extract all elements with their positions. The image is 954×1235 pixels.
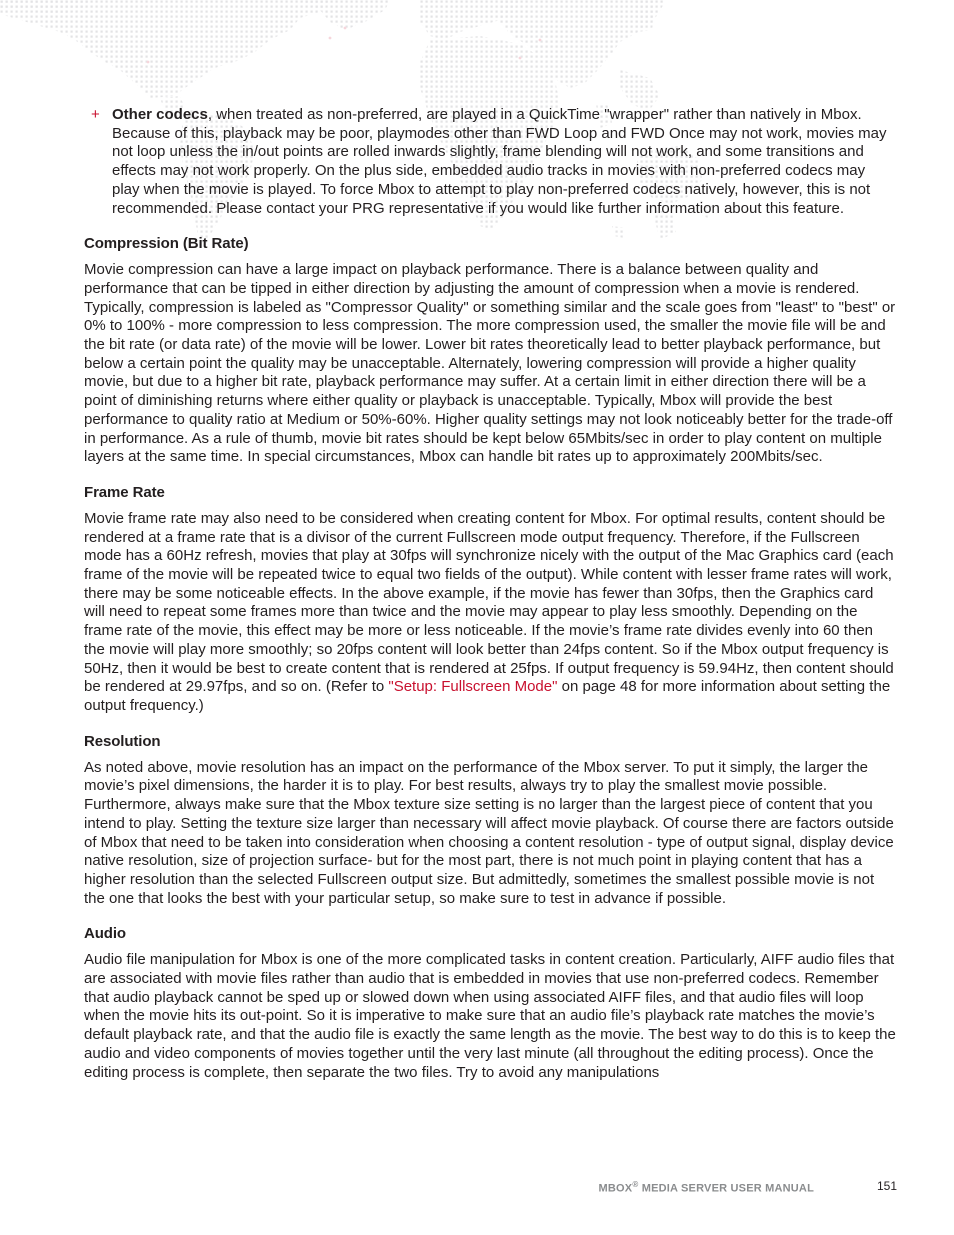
manual-title: MBOX® MEDIA SERVER USER MANUAL (598, 1180, 814, 1195)
plus-bullet-icon: + (91, 106, 100, 123)
section-heading-frame-rate: Frame Rate (84, 483, 165, 501)
bullet-lead-term: Other codecs (112, 106, 208, 123)
bullet-item-other-codecs (84, 106, 896, 218)
section-heading-resolution: Resolution (84, 732, 161, 750)
section-heading-audio: Audio (84, 925, 126, 943)
frame-rate-text-after: on page 48 for more information about setting the output frequency.) (84, 678, 891, 714)
setup-fullscreen-mode-link[interactable]: "Setup: Fullscreen Mode" (388, 678, 558, 696)
page-footer (0, 1179, 954, 1199)
section-body-frame-rate (84, 510, 896, 716)
bullet-text: , when treated as non-preferred, are played in a QuickTime "wrapper" rather than natively in Mbox. Because of this, playback may be poor, playmodes other than FWD Loop and FWD Once may not work, movies may not loop unless the in/out points are rolled inwards slightly, frame blending will not work, and some transitions and effects may not work properly. On the plus side, embedded audio tracks in movies with non-preferred codecs may play when the movie is played. To force Mbox to attempt to play non-preferred codecs natively, however, this is not recommended. Please contact your PRG representative if you would like further information about this feature. (112, 106, 887, 217)
section-body-compression: Movie compression can have a large impact on playback performance. There is a balance between quality and performance that can be tipped in either direction by adjusting the amount of compression when a movie is rendered. Typically, compression is labeled as "Compressor Quality" or something similar and the scale goes from "least" to "best" or 0% to 100% - more compression to less compression. The more compression used, the smaller the movie file will be and the bit rate (or data rate) of the movie will be lower. Lower bit rates theoretically lead to better playback performance, but below a certain point the quality may be unacceptable. Alternately, lowering compression will provide a higher quality movie, but due to a higher bit rate, playback performance may suffer. At a certain limit in either direction there will be a point of diminishing returns where either quality or playback is unacceptable. Typically, Mbox will provide the best performance to quality ratio at Medium or 50%-60%. Higher quality settings may not look noticeably better for the trade-off in performance. As a rule of thumb, movie bit rates should be kept below 65Mbits/sec in order to play content on multiple layers at the same time. In special circumstances, Mbox can handle bit rates up to approximately 200Mbits/sec. (84, 261, 896, 466)
page-content (84, 106, 896, 1099)
section-heading-compression: Compression (Bit Rate) (84, 235, 249, 253)
page-number: 151 (877, 1179, 898, 1193)
registered-mark: ® (632, 1180, 639, 1189)
frame-rate-text: Movie frame rate may also need to be considered when creating content for Mbox. For optimal results, content should be rendered at a frame rate that is a divisor of the current Fullscreen mode output frequency. Therefore, if the Fullscreen mode has a 60Hz refresh, movies that play at 30fps will synchronize nicely with the output of the Mac Graphics card (each frame of the movie will be repeated twice to equal two fields of the output). While content with lesser frame rates will work, there may be some noticeable effects. In the above example, if the movie has fewer than 30fps, then the Graphics card will need to repeat some frames more than twice and the movie may appear to play less smoothly. Depending on the frame rate of the movie, this effect may be more or less noticeable. If the movie’s frame rate divides evenly into 60 then the movie will play more smoothly; so 20fps content will look better than 24fps content. So if the Mbox output frequency is 50Hz, then it would be best to create content that is rendered at 25fps. If output frequency is 59.94Hz, then content should be rendered at 29.97fps, and so on. (Refer to (84, 509, 894, 696)
section-body-resolution: As noted above, movie resolution has an impact on the performance of the Mbox server. To put it simply, the larger the movie’s pixel dimensions, the harder it is to play. For best results, always try to play the smallest movie possible. Furthermore, always make sure that the Mbox texture size setting is no larger than the largest piece of content that you intend to play. Setting the texture size larger than necessary will affect movie playback. Of course there are factors outside of Mbox that need to be taken into consideration when choosing a content resolution - type of output signal, display device native resolution, size of projection surface- but for the most part, there is not much point in playing content that has a higher resolution than the selected Fullscreen output size. But admittedly, sometimes the smallest possible movie is not the one that looks the best with your particular setup, so make sure to test in advance if possible. (84, 758, 894, 907)
section-body-audio: Audio file manipulation for Mbox is one of the more complicated tasks in content creation. Particularly, AIFF audio files that are associated with movie files rather than audio that is embedded in movies that use non-preferred codecs. Remember that audio playback cannot be sped up or slowed down when using associated AIFF files, and that audio files will loop when the movie hits its out-point. So it is imperative to make sure that an audio file’s playback rate matches the movie’s default playback rate, and that the audio file is exactly the same length as the movie. The best way to do this is to keep the audio and video components of movies together until the very last minute (all throughout the editing process). Once the editing process is complete, then separate the two files. Try to avoid any manipulations (84, 951, 896, 1081)
